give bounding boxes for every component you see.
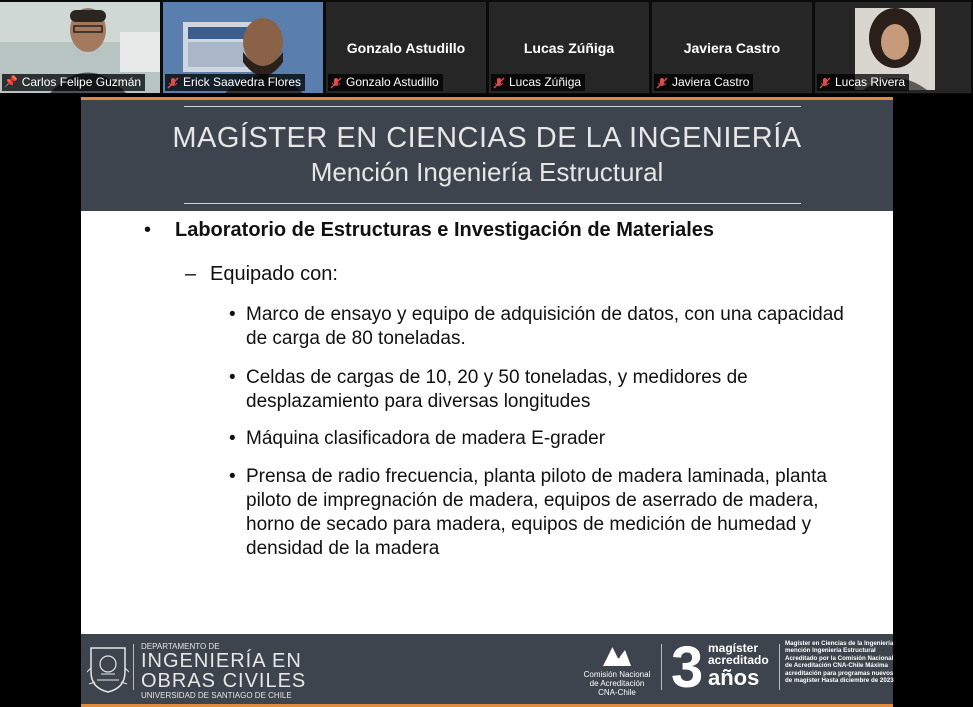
participant-tile[interactable] <box>163 2 323 93</box>
footer-divider <box>133 644 134 690</box>
participant-label <box>2 74 145 91</box>
participant-name: Javiera Castro <box>672 75 750 89</box>
participant-display-name: Javiera Castro <box>683 40 781 56</box>
participant-tile[interactable] <box>0 2 160 93</box>
cna-line3: CNA-Chile <box>598 688 636 697</box>
participant-name: Erick Saavedra Flores <box>183 75 302 89</box>
bullet-dot: • <box>229 367 236 388</box>
mic-muted-icon <box>656 77 668 89</box>
footer-divider <box>661 644 662 690</box>
bullet-dot: • <box>229 304 236 325</box>
bullet-dot: • <box>144 219 152 241</box>
mic-muted-icon <box>167 77 179 89</box>
pin-icon: 📌 <box>4 76 18 88</box>
department-logo-text <box>141 642 306 700</box>
bullet-text: Laboratorio de Estructuras e Investigación de Materiales <box>175 219 715 241</box>
participant-label <box>328 74 443 91</box>
participant-display-name: Gonzalo Astudillo <box>346 40 466 56</box>
shared-slide <box>81 97 893 707</box>
acred-line3: años <box>708 665 760 690</box>
acred-line2: acreditado <box>708 653 769 667</box>
participant-tile[interactable] <box>652 2 812 93</box>
header-rule-top <box>184 106 801 107</box>
bullet-text: Máquina clasificadora de madera E-grader <box>246 428 606 449</box>
slide-header <box>81 100 893 211</box>
bullet-dash: – <box>185 263 197 285</box>
participant-label <box>165 74 305 91</box>
bullet-dot: • <box>229 428 236 449</box>
participant-label <box>817 74 909 91</box>
accreditation-years: 3 <box>671 635 704 700</box>
slide-title: MAGÍSTER EN CIENCIAS DE LA INGENIERÍA <box>172 122 802 154</box>
dept-line2b: OBRAS CIVILES <box>141 670 307 692</box>
cna-line2: de Acreditación <box>589 679 645 688</box>
bullet-text: Equipado con: <box>210 263 338 285</box>
accreditation-note: Magíster en Ciencias de la Ingeniería mención Ingeniería Estructural Acreditado por la Comisión Nacional de Acreditación CNA-Chile Máxima acreditación para programas nuevos de magíster Hasta diciembre de 2023 <box>785 640 894 685</box>
mic-muted-icon <box>493 77 505 89</box>
participant-tile[interactable] <box>326 2 486 93</box>
participant-name: Lucas Zúñiga <box>509 75 582 89</box>
participant-display-name: Lucas Zúñiga <box>523 40 615 56</box>
dept-line3: UNIVERSIDAD DE SANTIAGO DE CHILE <box>141 691 292 700</box>
participant-name: Lucas Rivera <box>835 75 906 89</box>
participant-tile[interactable] <box>489 2 649 93</box>
dept-line1: DEPARTAMENTO DE <box>141 642 220 651</box>
dept-line2a: INGENIERÍA EN <box>141 650 302 672</box>
accreditation-label <box>708 642 769 690</box>
mic-muted-icon <box>819 77 831 89</box>
slide-footer <box>81 634 893 704</box>
acred-line1: magíster <box>708 641 759 655</box>
participant-name: Carlos Felipe Guzmán <box>21 75 142 89</box>
bullet-text: Marco de ensayo y equipo de adquisición de datos, con una capacidad de carga de 80 toneladas. <box>246 304 844 349</box>
slide-subtitle: Mención Ingeniería Estructural <box>310 157 664 187</box>
bullet-text: Prensa de radio frecuencia, planta piloto de madera laminada, planta piloto de impregnación de madera, equipos de aserrado de madera, horno de secado para madera, equipos de medición de humedad y densidad de la madera <box>246 466 827 559</box>
participant-strip <box>0 0 973 94</box>
university-crest-logo <box>87 642 129 694</box>
bullet-text: Celdas de cargas de 10, 20 y 50 toneladas, y medidores de desplazamiento para diversas longitudes <box>246 367 748 412</box>
participant-name: Gonzalo Astudillo <box>346 75 439 89</box>
participant-tile[interactable] <box>815 2 971 93</box>
cna-line1: Comisión Nacional <box>583 670 651 679</box>
cna-mark-icon <box>599 642 635 668</box>
participant-label <box>654 74 753 91</box>
header-rule-bottom <box>184 203 801 204</box>
footer-divider <box>779 644 780 690</box>
participant-label <box>491 74 585 91</box>
cna-logo <box>581 642 653 697</box>
bullet-dot: • <box>229 466 236 487</box>
mic-muted-icon <box>330 77 342 89</box>
